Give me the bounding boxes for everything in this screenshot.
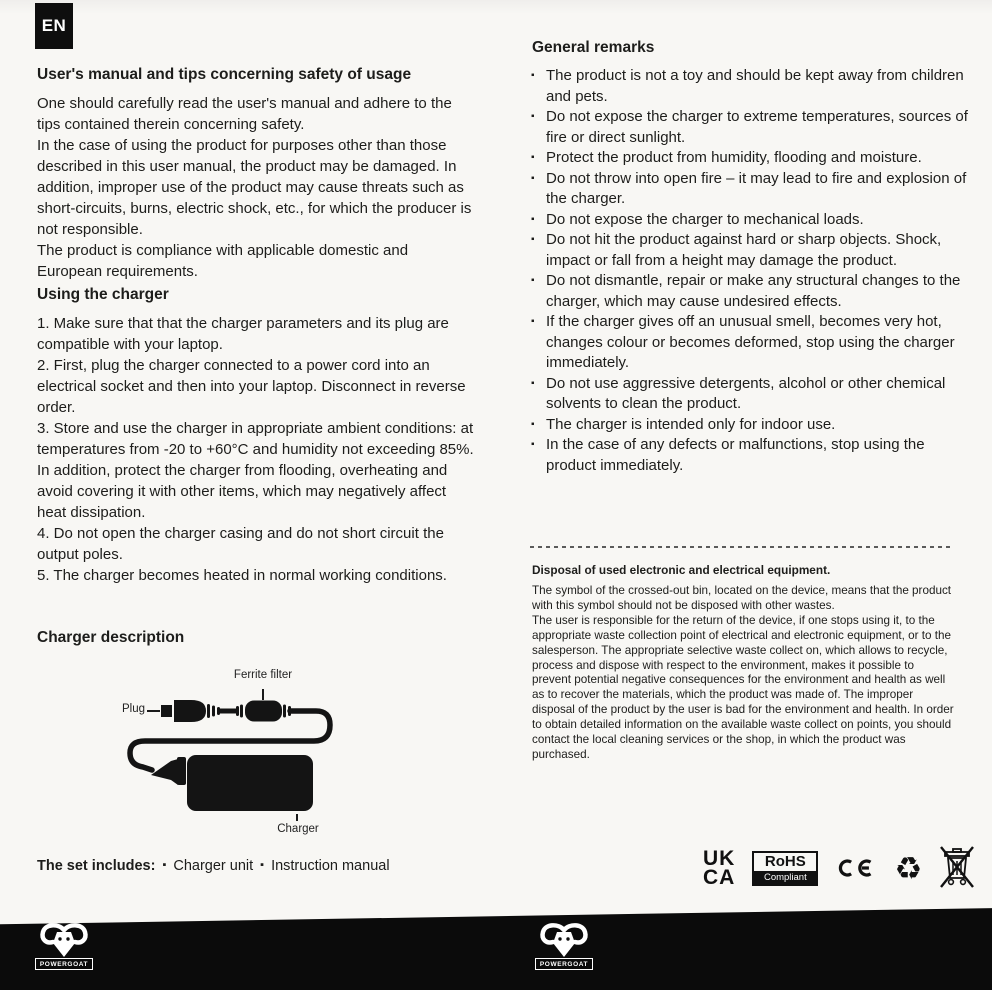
- remark-item: [531, 374, 971, 415]
- remark-item: [531, 435, 971, 476]
- remark-text: Do not hit the product against hard or sharp objects. Shock, impact or fall from a height may damage the product.: [546, 231, 942, 269]
- intro-sentence: One should carefully read the user's manual and adhere to the tips contained therein concerning safety.: [37, 95, 452, 133]
- bullet-icon: ▪: [531, 152, 535, 163]
- bullet-icon: ▪: [531, 234, 535, 245]
- powergoat-logo: [533, 922, 595, 980]
- remark-text: Do not use aggressive detergents, alcohol or other chemical solvents to clean the product.: [546, 374, 946, 412]
- page-title: User's manual and tips concerning safety of usage: [37, 66, 412, 83]
- certification-marks: [703, 845, 975, 891]
- bullet-icon: ▪: [531, 418, 535, 430]
- disposal-paragraph: [532, 584, 956, 763]
- charger-diagram: [33, 662, 463, 842]
- bullet-icon: ▪: [531, 111, 535, 122]
- intro-sentence: The product is compliance with applicable domestic and European requirements.: [37, 242, 409, 280]
- intro-sentence: In the case of using the product for purposes other than those described in this user manual, the product may be damaged. In addition, improper use of the product may cause threats such as short-circuits, burns, electric shock, etc., for which the producer is not responsible.: [37, 137, 472, 238]
- set-item: Instruction manual: [271, 858, 390, 874]
- footer-bar: [0, 900, 992, 990]
- using-step: 4. Do not open the charger casing and do not short circuit the output poles.: [37, 525, 444, 563]
- remark-item: [531, 210, 971, 231]
- general-remarks-list: [531, 66, 971, 476]
- charger-diagram-drawing: [33, 662, 463, 842]
- goat-head-icon: [533, 922, 595, 960]
- remark-text: The charger is intended only for indoor use.: [546, 415, 836, 433]
- section-heading-using-charger: Using the charger: [37, 286, 169, 303]
- section-heading-charger-description: Charger description: [37, 629, 185, 646]
- using-step: 1. Make sure that that the charger parameters and its plug are compatible with your laptop.: [37, 315, 449, 353]
- remark-text: In the case of any defects or malfunctions, stop using the product immediately.: [546, 436, 925, 474]
- diagram-label-charger: Charger: [277, 823, 319, 835]
- bullet-icon: ▪: [531, 213, 535, 225]
- intro-paragraph: [37, 93, 473, 282]
- set-item: Charger unit: [173, 858, 254, 874]
- language-badge-label: EN: [41, 16, 67, 35]
- using-step: 2. First, plug the charger connected to a power cord into an electrical socket and then into your laptop. Disconnect in reverse order.: [37, 357, 466, 416]
- recycle-icon: ♻: [894, 850, 923, 886]
- remark-text: Do not expose the charger to mechanical loads.: [546, 210, 864, 228]
- remark-item: [531, 66, 971, 107]
- weee-crossed-bin-icon: [939, 845, 975, 891]
- set-includes-line: [37, 858, 390, 874]
- bullet-icon: ▪: [531, 70, 535, 81]
- using-charger-list: [37, 313, 475, 586]
- ukca-mark: [703, 846, 736, 889]
- rohs-label: RoHS: [764, 852, 806, 870]
- rohs-mark: [752, 851, 818, 886]
- bullet-icon: ▪: [531, 439, 535, 450]
- diagram-label-ferrite-filter: Ferrite filter: [233, 669, 293, 681]
- remark-text: Do not expose the charger to extreme temperatures, sources of fire or direct sunlight.: [546, 108, 968, 146]
- set-includes-label: The set includes:: [37, 858, 156, 874]
- remark-text: Do not dismantle, repair or make any structural changes to the charger, which may cause undesired effects.: [546, 272, 961, 310]
- ukca-line1: UK: [703, 846, 736, 870]
- remark-item: [531, 312, 971, 374]
- disposal-sentence: The user is responsible for the return of the device, if one stops using it, to the appropriate waste collection point of electrical and electronic equipment, or to the salesperson. The appropriate selective waste collect on, which allows to recycle, process and dispose with respect to the environment, makes it possible to prevent potential negative consequences for the environment and health as well as to recover the materials, which the product was made of. The improper disposal of the product by the user is bad for the environment and health. In order to obtain detailed information on the available waste collect on points, you should contact the local cleaning services or the shop, in which the product was purchased.: [532, 613, 954, 761]
- remark-item: [531, 271, 971, 312]
- disposal-heading: Disposal of used electronic and electrical equipment.: [532, 563, 831, 577]
- bullet-icon: ▪: [531, 377, 535, 389]
- bullet-icon: ▪: [531, 275, 535, 286]
- ukca-line2: CA: [703, 866, 736, 889]
- bullet-icon: ▪: [531, 316, 535, 327]
- using-step: 3. Store and use the charger in appropriate ambient conditions: at temperatures from -20 to +60°C and humidity not exceeding 85%. In addition, protect the charger from flooding, overheating and avoid covering it with other items, which may negatively affect heat dissipation.: [37, 420, 474, 521]
- remark-item: [531, 169, 971, 210]
- powergoat-logo: [33, 922, 95, 980]
- using-step: 5. The charger becomes heated in normal working conditions.: [37, 567, 447, 584]
- language-badge: [35, 3, 73, 49]
- remark-item: [531, 107, 971, 148]
- powergoat-banner: POWERGOAT: [535, 958, 593, 970]
- powergoat-banner: POWERGOAT: [35, 958, 93, 970]
- remark-text: The product is not a toy and should be kept away from children and pets.: [546, 67, 964, 105]
- diagram-label-plug: Plug: [121, 703, 145, 715]
- remark-text: Protect the product from humidity, flooding and moisture.: [546, 149, 922, 166]
- bullet-icon: ▪: [162, 859, 167, 871]
- section-heading-general-remarks: General remarks: [532, 39, 655, 56]
- bullet-icon: ▪: [531, 172, 535, 184]
- remark-item: [531, 148, 971, 169]
- dashed-divider: [530, 546, 952, 548]
- remark-item: [531, 230, 971, 271]
- remark-item: [531, 415, 971, 436]
- ce-mark-icon: [835, 852, 877, 884]
- bullet-icon: ▪: [260, 859, 265, 871]
- rohs-compliant-label: Compliant: [754, 871, 816, 884]
- disposal-sentence: The symbol of the crossed-out bin, located on the device, means that the product with this symbol should not be disposed with other wastes.: [532, 584, 952, 612]
- remark-text: If the charger gives off an unusual smell, becomes very hot, changes colour or becomes deformed, stop using the charger immediately.: [546, 313, 955, 371]
- remark-text: Do not throw into open fire – it may lead to fire and explosion of the charger.: [546, 169, 967, 207]
- goat-head-icon: [33, 922, 95, 960]
